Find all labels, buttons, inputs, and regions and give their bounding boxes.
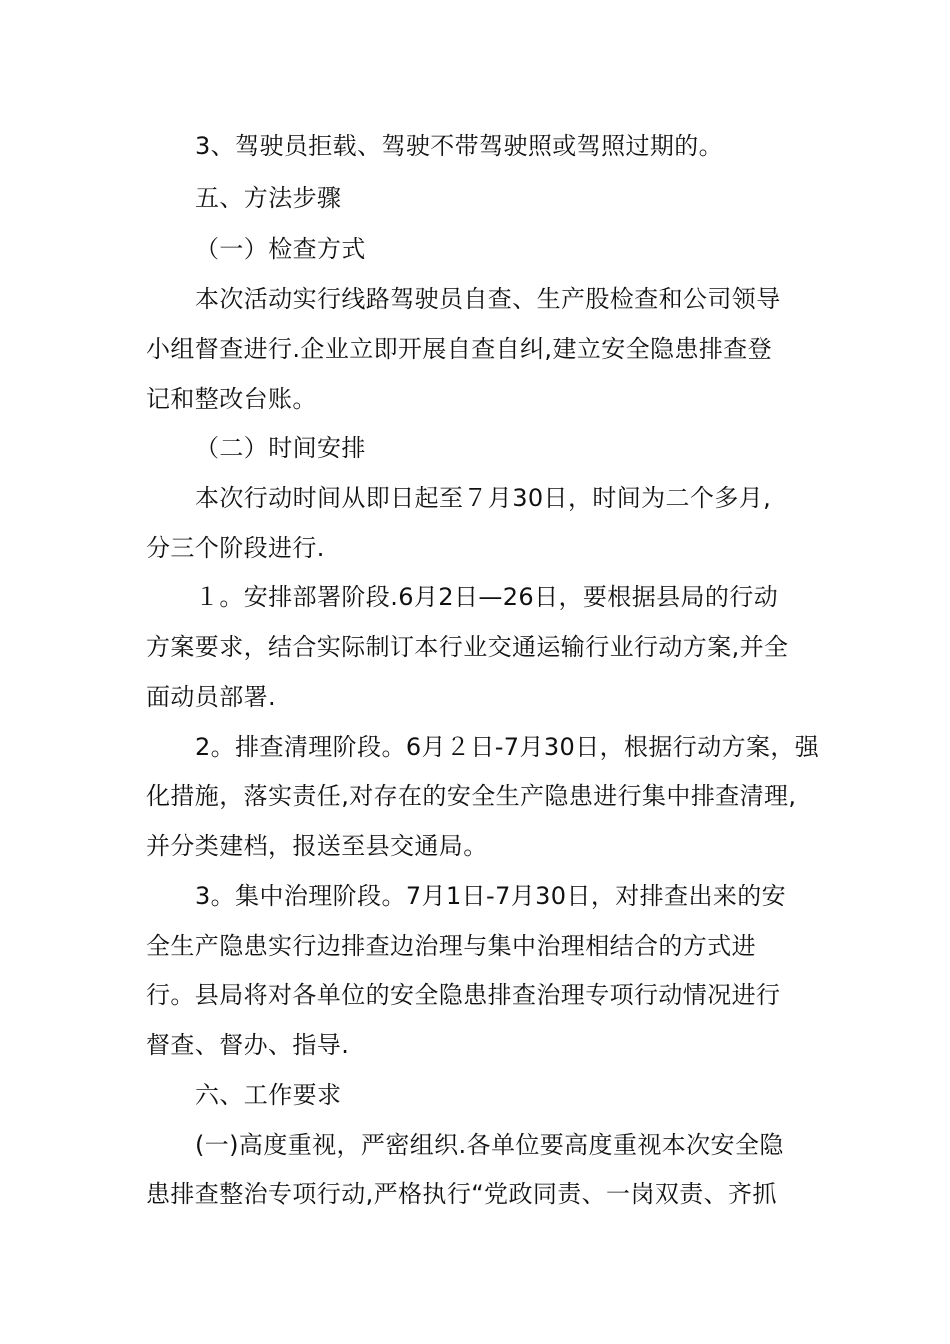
paragraph-line: １。安排部署阶段.6月2日—26日，要根据县局的行动	[195, 583, 779, 611]
subsection-heading-2: （二）时间安排	[195, 434, 366, 462]
paragraph-line: 方案要求，结合实际制订本行业交通运输行业行动方案,并全	[146, 633, 789, 661]
paragraph-line: 并分类建档，报送至县交通局。	[146, 832, 488, 860]
paragraph-line: 面动员部署.	[146, 683, 277, 711]
paragraph-line: 全生产隐患实行边排查边治理与集中治理相结合的方式进	[146, 932, 756, 960]
section-heading-6: 六、工作要求	[195, 1081, 342, 1109]
paragraph-line: 小组督查进行.企业立即开展自查自纠,建立安全隐患排查登	[146, 335, 773, 363]
paragraph-line: 3。集中治理阶段。7月1日-7月30日，对排查出来的安	[195, 882, 787, 910]
paragraph-line: 督查、督办、指导.	[146, 1031, 350, 1059]
paragraph-line: 化措施，落实责任,对存在的安全生产隐患进行集中排查清理,	[146, 782, 797, 810]
paragraph-line: 本次活动实行线路驾驶员自查、生产股检查和公司领导	[195, 285, 781, 313]
paragraph-line: 患排查整治专项行动,严格执行“党政同责、一岗双责、齐抓	[146, 1180, 777, 1208]
paragraph-line: 分三个阶段进行.	[146, 534, 325, 562]
subsection-heading-1: （一）检查方式	[195, 235, 366, 263]
list-item-3: 3、驾驶员拒载、驾驶不带驾驶照或驾照过期的。	[195, 132, 724, 160]
paragraph-line: 记和整改台账。	[146, 385, 317, 413]
paragraph-line: 本次行动时间从即日起至７月30日，时间为二个多月,	[195, 484, 772, 512]
paragraph-line: 2。排查清理阶段。6月２日-7月30日，根据行动方案，强	[195, 733, 820, 761]
section-heading-5: 五、方法步骤	[195, 184, 342, 212]
paragraph-line: (一)高度重视，严密组织.各单位要高度重视本次安全隐	[195, 1131, 784, 1159]
paragraph-line: 行。县局将对各单位的安全隐患排查治理专项行动情况进行	[146, 981, 781, 1009]
